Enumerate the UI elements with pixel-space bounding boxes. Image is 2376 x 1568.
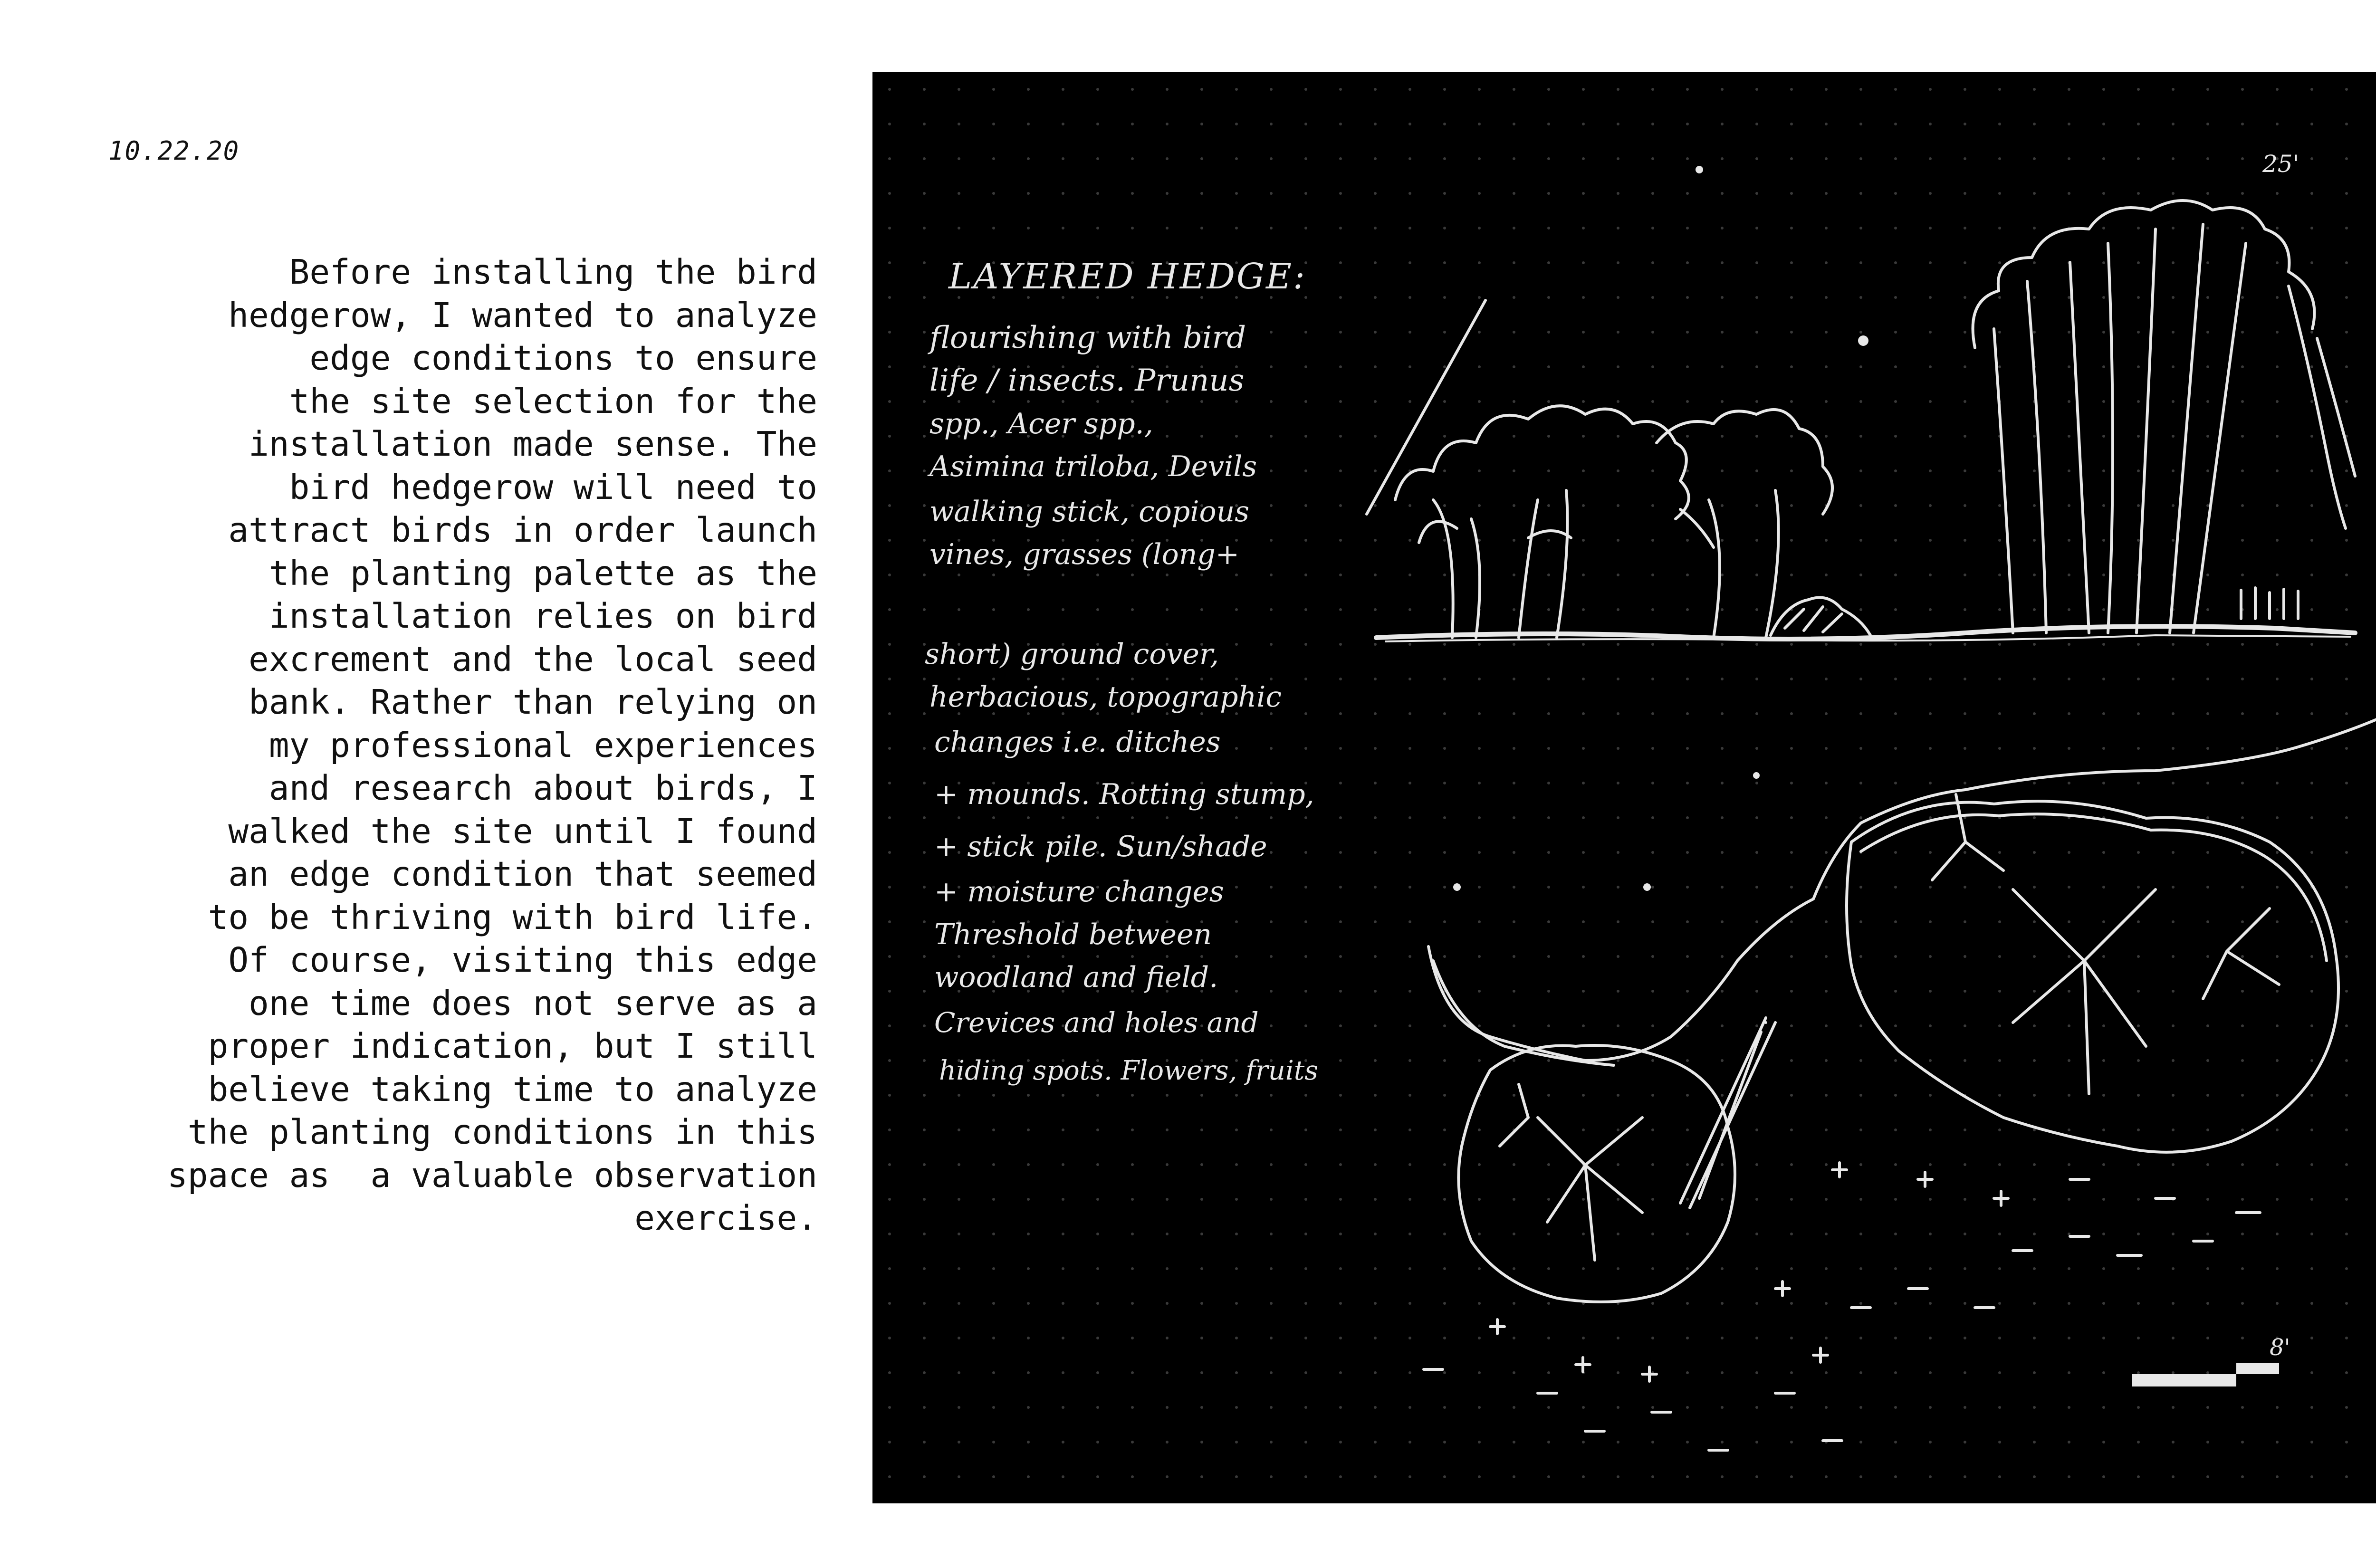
paragraph-line: exercise. [634, 1198, 817, 1238]
paragraph-line: excrement and the local seed [249, 639, 817, 679]
note-line: Asimina triloba, Devils [929, 450, 1257, 483]
height-label: 25' [2262, 150, 2299, 178]
entry-date: 10.22.20 [108, 136, 240, 166]
note-line: flourishing with bird [929, 320, 1246, 355]
paragraph-line: walked the site until I found [228, 811, 817, 851]
note-line: spp., Acer spp., [929, 407, 1153, 440]
paragraph-line: edge conditions to ensure [309, 338, 817, 378]
paragraph-line: believe taking time to analyze [208, 1069, 817, 1109]
paragraph-line: hedgerow, I wanted to analyze [228, 295, 817, 335]
note-line: life / insects. Prunus [929, 363, 1245, 398]
paragraph-line: bank. Rather than relying on [249, 682, 817, 722]
note-line: hiding spots. Flowers, fruits [939, 1055, 1318, 1086]
paragraph-line: installation relies on bird [268, 596, 817, 636]
paragraph-line: Before installing the bird [289, 252, 817, 292]
note-line: changes i.e. ditches [934, 726, 1221, 759]
note-line: vines, grasses (long+ [929, 538, 1240, 571]
observation-paragraph [119, 251, 817, 1240]
paragraph-line: and research about birds, I [268, 768, 817, 808]
note-line: walking stick, copious [929, 495, 1250, 528]
note-line: woodland and field. [934, 961, 1218, 994]
paragraph-line: proper indication, but I still [208, 1026, 817, 1066]
note-line: Threshold between [934, 918, 1212, 951]
note-line: Crevices and holes and [934, 1006, 1259, 1039]
note-line: short) ground cover, [925, 638, 1219, 671]
note-line: + moisture changes [934, 875, 1224, 908]
note-line: + mounds. Rotting stump, [934, 778, 1314, 811]
note-title: LAYERED HEDGE: [948, 256, 1306, 297]
paragraph-line: one time does not serve as a [249, 983, 817, 1023]
paragraph-line: the site selection for the [289, 381, 817, 421]
paragraph-line: attract birds in order launch [228, 510, 817, 550]
sketchbook-page [872, 72, 2376, 1503]
note-line: + stick pile. Sun/shade [934, 830, 1267, 863]
paragraph-line: Of course, visiting this edge [228, 940, 817, 980]
paragraph-line: bird hedgerow will need to [289, 467, 817, 507]
paragraph-line: an edge condition that seemed [228, 854, 817, 894]
scale-label: 8' [2270, 1334, 2290, 1361]
paragraph-line: the planting palette as the [268, 553, 817, 593]
paragraph-line: the planting conditions in this [187, 1112, 817, 1152]
paragraph-line: to be thriving with bird life. [208, 897, 817, 937]
hedge-sketch-drawing [872, 72, 2376, 1503]
paragraph-line: installation made sense. The [249, 424, 817, 464]
paragraph-line: space as a valuable observation [167, 1155, 817, 1195]
note-line: herbacious, topographic [929, 680, 1282, 714]
paragraph-line: my professional experiences [268, 725, 817, 765]
